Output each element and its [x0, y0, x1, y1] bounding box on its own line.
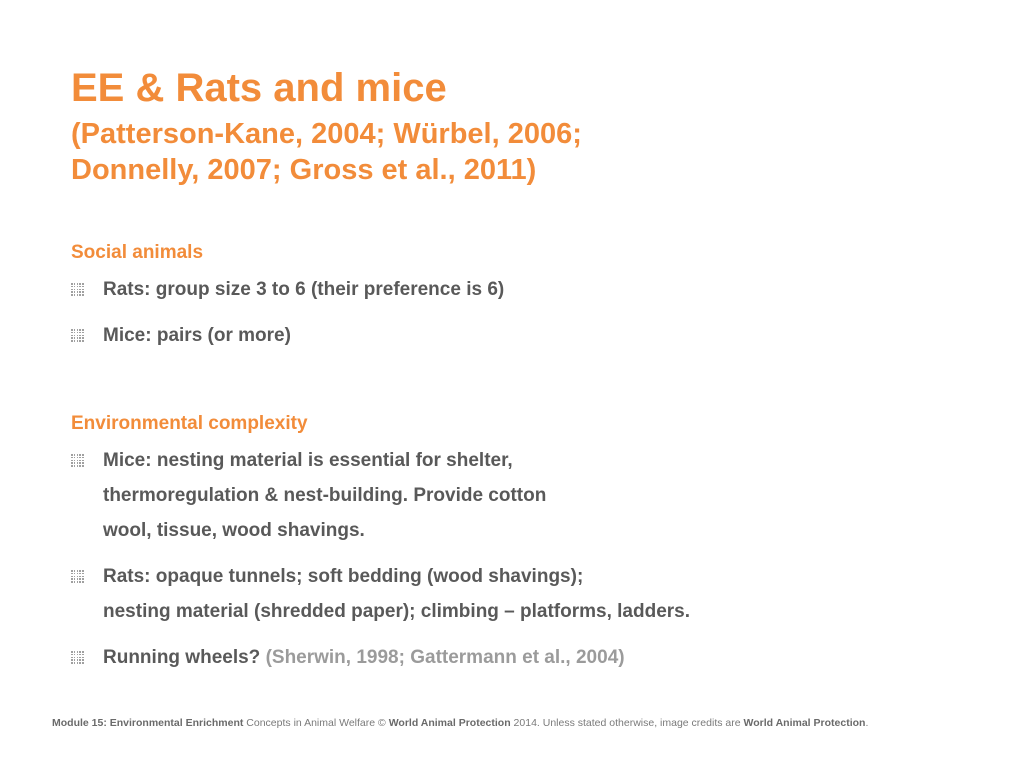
footer-end: . [865, 717, 869, 729]
bullet-text [103, 443, 931, 548]
subtitle-line: Donnelly, 2007; Gross et al., 2011) [71, 154, 537, 186]
bullet-text [103, 640, 931, 675]
bullet-item [71, 640, 931, 675]
bullet-text [103, 559, 931, 629]
slide-footer [52, 716, 1012, 730]
bullet-main-text: Running wheels? [103, 647, 261, 668]
bullet-item [71, 559, 931, 629]
bullet-line: Rats: group size 3 to 6 (their preference is 6) [103, 279, 505, 300]
footer-copyright: © [378, 717, 386, 729]
dotted-square-bullet-icon [71, 329, 85, 342]
bullet-line [103, 640, 931, 675]
bullet-text [103, 272, 931, 307]
slide-title: EE & Rats and mice [71, 66, 447, 110]
bullet-line: Mice: pairs (or more) [103, 325, 291, 346]
bullet-list-complexity [71, 443, 931, 675]
footer-credit-org: World Animal Protection [743, 717, 866, 729]
bullet-item [71, 443, 931, 548]
title-block [71, 64, 971, 188]
footer-year-note: 2014. Unless stated otherwise, image credits are [513, 717, 741, 729]
bullet-line: nesting material (shredded paper); climbing – platforms, ladders. [103, 601, 691, 622]
bullet-line: wool, tissue, wood shavings. [103, 520, 365, 541]
section-heading-social: Social animals [71, 242, 204, 263]
footer-course: Concepts in Animal Welfare [246, 717, 376, 729]
dotted-square-bullet-icon [71, 651, 85, 664]
dotted-square-bullet-icon [71, 283, 85, 296]
subtitle-line: (Patterson-Kane, 2004; Würbel, 2006; [71, 118, 582, 150]
bullet-item [71, 318, 931, 353]
bullet-line: Rats: opaque tunnels; soft bedding (wood shavings); [103, 566, 584, 587]
bullet-list-social [71, 272, 931, 353]
bullet-line: Mice: nesting material is essential for shelter, [103, 450, 513, 471]
citation-text: (Sherwin, 1998; Gattermann et al., 2004) [265, 647, 625, 668]
footer-org: World Animal Protection [388, 717, 511, 729]
slide-content [71, 240, 931, 675]
bullet-line: thermoregulation & nest-building. Provide cotton [103, 485, 547, 506]
slide-subtitle [71, 116, 971, 188]
footer-module: Module 15: Environmental Enrichment [52, 717, 244, 729]
bullet-item [71, 272, 931, 307]
dotted-square-bullet-icon [71, 454, 85, 467]
bullet-text [103, 318, 931, 353]
section-heading-complexity: Environmental complexity [71, 413, 308, 434]
dotted-square-bullet-icon [71, 570, 85, 583]
